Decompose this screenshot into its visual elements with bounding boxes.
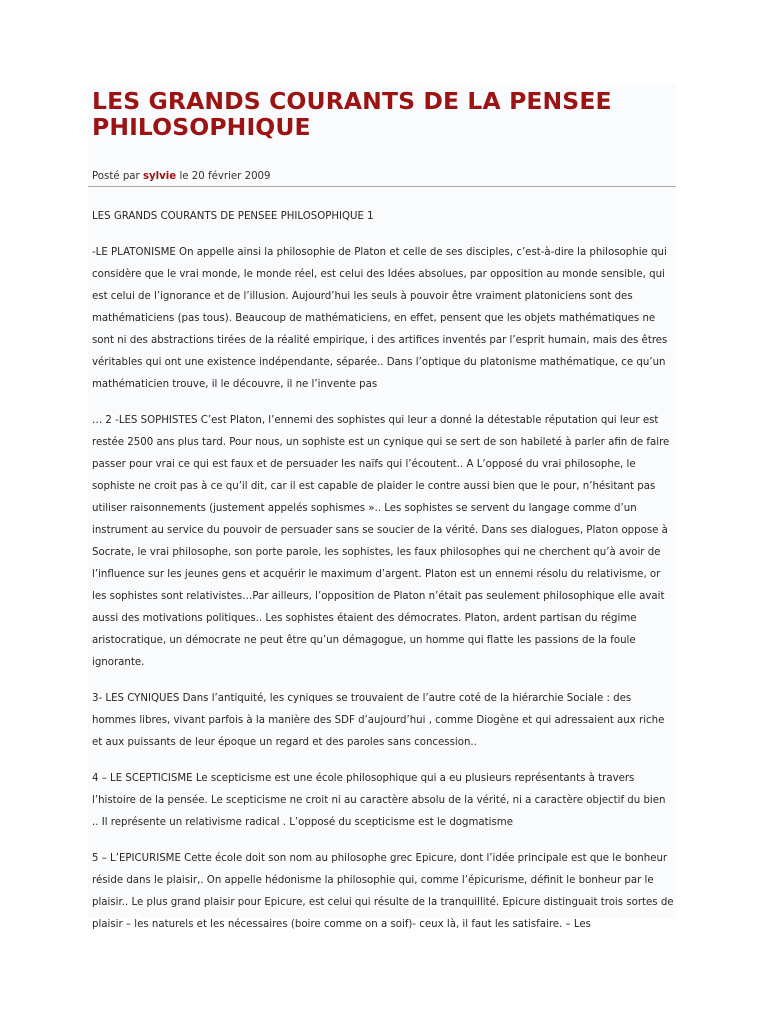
paragraph-sophistes: … 2 -LES SOPHISTES C’est Platon, l’ennemi des sophistes qui leur a donné la détestable réputation qui leur est restée 2500 ans plus tard. Pour nous, un sophiste est un cynique qui se sert de son habileté à parler afin de faire passer pour vrai ce qui est faux et de persuader les naïfs qui l’écoutent.. A L’opposé du vrai philosophe, le sophiste ne croit pas à ce qu’il dit, car il est capable de plaider le contre aussi bien que le pour, n’hésitant pas utiliser raisonnements (justement appelés sophismes ».. Les sophistes se servent du langage comme d’un instrument au service du pouvoir de persuader sans se soucier de la vérité. Dans ses dialogues, Platon oppose à Socrate, le vrai philosophe, son porte parole, les sophistes, les faux philosophes qui ne cherchent qu’à avoir de l’influence sur les jeunes gens et acquérir le maximum d’argent. Platon est un ennemi résolu du relativisme, or les sophistes sont relativistes…Par ailleurs, l’opposition de Platon n’était pas seulement philosophique elle avait aussi des motivations politiques.. Les sophistes étaient des démocrates. Platon, ardent partisan du régime aristocratique, un démocrate ne peut être qu’un démagogue, un homme qui flatte les passions de la foule ignorante. <box>92 415 670 668</box>
paragraph-scepticisme: 4 – LE SCEPTICISME Le scepticisme est une école philosophique qui a eu plusieurs représentants à travers l’histoire de la pensée. Le scepticisme ne croit ni au caractère absolu de la vérité, ni a caractère objectif du bien .. Il représente un relativisme radical . L’opposé du scepticisme est le dogmatisme <box>92 773 666 828</box>
paragraph-cyniques: 3- LES CYNIQUES Dans l’antiquité, les cyniques se trouvaient de l’autre coté de la hiérarchie Sociale : des hommes libres, vivant parfois à la manière des SDF d’aujourd’hui , comme Diogène et qui adressaient aux riche et aux puissants de leur époque un regard et des paroles sans concession.. <box>92 693 665 748</box>
posted-date: le 20 février 2009 <box>176 171 271 182</box>
article-page <box>88 84 676 930</box>
paragraph-epicurisme: 5 – L’EPICURISME Cette école doit son nom au philosophe grec Epicure, dont l’idée principale est que le bonheur réside dans le plaisir,. On appelle hédonisme la philosophie qui, comme l’épicurisme, définit le bonheur par le plaisir.. Le plus grand plaisir pour Epicure, est celui qui résulte de la tranquillité. Epicure distinguait trois sortes de plaisir – les naturels et les nécessaires (boire comme on a soif)- ceux là, il faut les satisfaire. – Les <box>92 853 674 930</box>
body-heading: LES GRANDS COURANTS DE PENSEE PHILOSOPHIQUE 1 <box>92 211 374 222</box>
article-title: LES GRANDS COURANTS DE LA PENSEE PHILOSOPHIQUE <box>92 87 612 141</box>
paragraph-platonisme: -LE PLATONISME On appelle ainsi la philosophie de Platon et celle de ses disciples, c’est-à-dire la philosophie qui considère que le vrai monde, le monde réel, est celui des Idées absolues, par opposition au monde sensible, qui est celui de l’ignorance et de l’illusion. Aujourd’hui les seuls à pouvoir être vraiment platoniciens sont des mathématiciens (pas tous). Beaucoup de mathématiciens, en effet, pensent que les objets mathématiques ne sont ni des abstractions tirées de la réalité empirique, i des artifices inventés par l’esprit humain, mais des êtres véritables qui ont une existence indépendante, séparée.. Dans l’optique du platonisme mathématique, ce qu’un mathématicien trouve, il le découvre, il ne l’invente pas <box>92 247 668 390</box>
author-link[interactable]: sylvie <box>142 171 177 182</box>
article-body <box>88 187 676 936</box>
post-meta <box>88 170 676 187</box>
posted-by-prefix: Posté par <box>92 171 143 182</box>
